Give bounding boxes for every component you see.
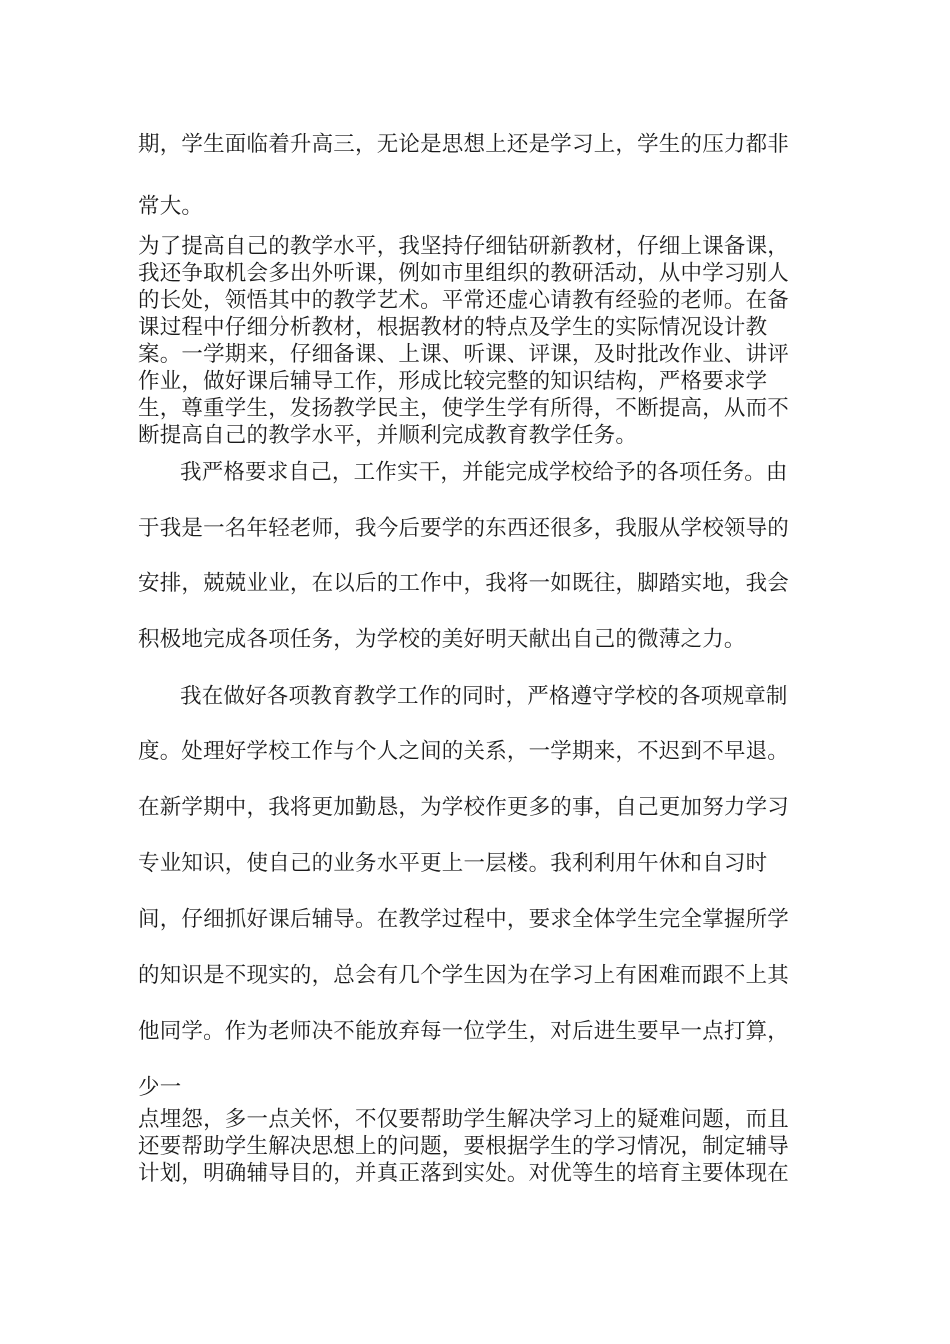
text-line: 的长处，领悟其中的教学艺术。平常还虚心请教有经验的老师。在备 <box>138 288 790 313</box>
text-line: 度。处理好学校工作与个人之间的关系，一学期来，不迟到不早退。 <box>138 739 790 764</box>
text-line: 我在做好各项教育教学工作的同时，严格遵守学校的各项规章制 <box>180 684 788 709</box>
text-line: 在新学期中，我将更加勤恳，为学校作更多的事，自己更加努力学习 <box>138 795 790 820</box>
text-line: 生，尊重学生，发扬教学民主，使学生学有所得，不断提高，从而不 <box>138 396 790 421</box>
text-line: 于我是一名年轻老师，我今后要学的东西还很多，我服从学校领导的 <box>138 516 790 541</box>
text-line: 常大。 <box>138 194 204 219</box>
text-line: 还要帮助学生解决思想上的问题，要根据学生的学习情况，制定辅导 <box>138 1134 790 1159</box>
text-line: 为了提高自己的教学水平，我坚持仔细钻研新教材，仔细上课备课， <box>138 234 790 259</box>
text-line: 作业，做好课后辅导工作，形成比较完整的知识结构，严格要求学 <box>138 369 768 394</box>
text-line: 计划，明确辅导目的，并真正落到实处。对优等生的培育主要体现在 <box>138 1161 790 1186</box>
text-line: 他同学。作为老师决不能放弃每一位学生，对后进生要早一点打算， <box>138 1019 790 1044</box>
text-line: 的知识是不现实的，总会有几个学生因为在学习上有困难而跟不上其 <box>138 963 790 988</box>
text-line: 我严格要求自己，工作实干，并能完成学校给予的各项任务。由 <box>180 460 788 485</box>
text-line: 点埋怨，多一点关怀，不仅要帮助学生解决学习上的疑难问题，而且 <box>138 1107 790 1132</box>
dense-paragraph <box>138 1106 828 1187</box>
text-line: 期，学生面临着升高三，无论是思想上还是学习上，学生的压力都非 <box>138 132 790 157</box>
text-line: 课过程中仔细分析教材，根据教材的特点及学生的实际情况设计教 <box>138 315 768 340</box>
text-line: 少一 <box>138 1075 182 1100</box>
text-line: 断提高自己的教学水平，并顺利完成教育教学任务。 <box>138 423 638 448</box>
text-line: 积极地完成各项任务，为学校的美好明天献出自己的微薄之力。 <box>138 627 746 652</box>
text-line: 专业知识，使自己的业务水平更上一层楼。我利利用午休和自习时 <box>138 851 768 876</box>
dense-paragraph <box>138 233 828 449</box>
text-line: 安排，兢兢业业，在以后的工作中，我将一如既往，脚踏实地，我会 <box>138 571 790 596</box>
text-line: 我还争取机会多出外听课，例如市里组织的教研活动，从中学习别人 <box>138 261 790 286</box>
text-line: 案。一学期来，仔细备课、上课、听课、评课，及时批改作业、讲评 <box>138 342 790 367</box>
text-line: 间，仔细抓好课后辅导。在教学过程中，要求全体学生完全掌握所学 <box>138 907 790 932</box>
